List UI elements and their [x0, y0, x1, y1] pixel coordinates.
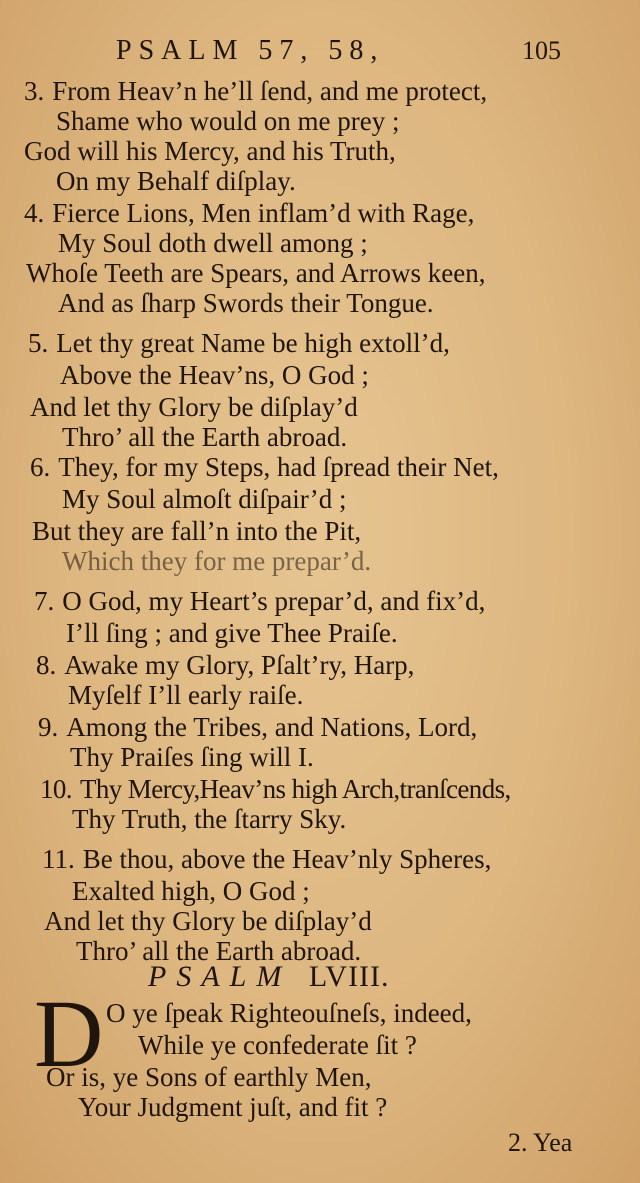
psalm-58-line-2: While ye confederate ſit ? [138, 1030, 417, 1060]
stanza-4-line-3: Whoſe Teeth are Spears, and Arrows keen, [26, 258, 486, 288]
stanza-5-line-1: 5. Let thy great Name be high extoll’d, [28, 328, 450, 358]
page-number: 105 [522, 36, 561, 65]
stanza-10-line-1: 10. Thy Mercy,Heav’ns high Arch,tranſcends, [40, 774, 511, 804]
stanza-number: 10. [40, 774, 72, 804]
stanza-3-line-4: On my Behalf diſplay. [56, 166, 296, 196]
stanza-number: 4. [24, 198, 45, 228]
running-title: PSALM 57, 58, [116, 35, 385, 66]
stanza-11-line-3: And let thy Glory be diſplay’d [44, 906, 372, 936]
stanza-number: 11. [42, 844, 75, 874]
stanza-7-line-2: I’ll ſing ; and give Thee Praiſe. [66, 618, 398, 648]
stanza-5-line-4: Thro’ all the Earth abroad. [62, 422, 348, 452]
stanza-6-line-3: But they are fall’n into the Pit, [32, 516, 362, 546]
stanza-9-line-2: Thy Praiſes ſing will I. [70, 742, 314, 772]
stanza-9-line-1: 9. Among the Tribes, and Nations, Lord, [38, 712, 478, 742]
stanza-number: 8. [36, 650, 57, 680]
psalm-58-line-4: Your Judgment juſt, and fit ? [78, 1092, 388, 1122]
stanza-11-line-2: Exalted high, O God ; [72, 876, 310, 906]
stanza-3-line-2: Shame who would on me prey ; [56, 106, 400, 136]
stanza-6-line-2: My Soul almoſt diſpair’d ; [62, 484, 347, 514]
stanza-11-line-4: Thro’ all the Earth abroad. [76, 936, 362, 966]
stanza-number: 6. [30, 452, 51, 482]
psalm-58-line-3: Or is, ye Sons of earthly Men, [46, 1062, 372, 1092]
stanza-8-line-1: 8. Awake my Glory, Pſalt’ry, Harp, [36, 650, 415, 680]
stanza-3-line-3: God will his Mercy, and his Truth, [24, 136, 396, 166]
psalm-58-line-1: O ye ſpeak Righteouſneſs, indeed, [106, 998, 472, 1028]
stanza-number: 5. [28, 328, 49, 358]
stanza-8-line-2: Myſelf I’ll early raiſe. [68, 680, 304, 710]
stanza-5-line-2: Above the Heav’ns, O God ; [60, 360, 369, 390]
stanza-3-line-1: 3. From Heav’n he’ll ſend, and me protect, [24, 76, 488, 106]
stanza-6-line-4: Which they for me prepar’d. [62, 546, 372, 576]
stanza-number: 3. [24, 76, 45, 106]
stanza-7-line-1: 7. O God, my Heart’s prepar’d, and fix’d, [34, 586, 486, 616]
stanza-11-line-1: 11. Be thou, above the Heav’nly Spheres, [42, 844, 492, 874]
psalm-58-title: PSALM LVIII. [148, 960, 390, 993]
psalm-58-numeral: LVIII. [308, 960, 390, 993]
stanza-4-line-4: And as ſharp Swords their Tongue. [58, 288, 434, 318]
drop-cap: D [34, 980, 104, 1087]
stanza-5-line-3: And let thy Glory be diſplay’d [30, 392, 358, 422]
stanza-number: 7. [34, 586, 55, 616]
stanza-10-line-2: Thy Truth, the ſtarry Sky. [72, 804, 347, 834]
stanza-4-line-1: 4. Fierce Lions, Men inflam’d with Rage, [24, 198, 475, 228]
stanza-number: 9. [38, 712, 59, 742]
stanza-6-line-1: 6. They, for my Steps, had ſpread their Net, [30, 452, 499, 482]
catchword: 2. Yea [508, 1128, 573, 1157]
stanza-4-line-2: My Soul doth dwell among ; [58, 228, 368, 258]
